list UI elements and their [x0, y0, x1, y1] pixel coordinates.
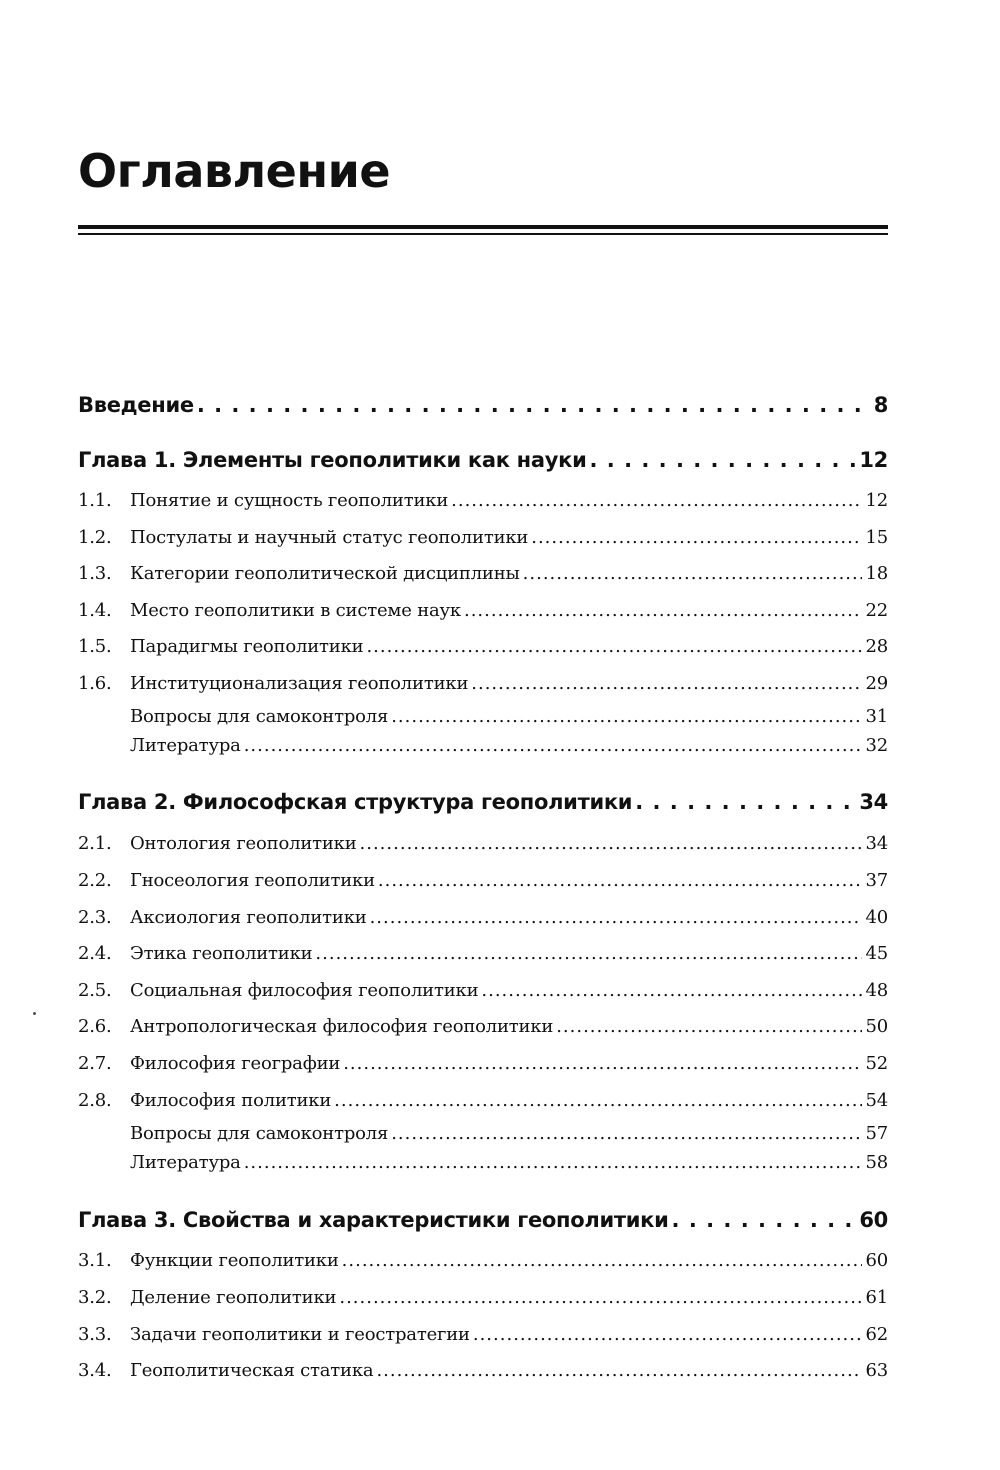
toc-section-number: 1.5. — [78, 636, 112, 657]
toc-entry-label: Введение — [78, 393, 194, 417]
page-title: Оглавление — [78, 144, 391, 198]
toc-page-number: 28 — [865, 636, 888, 657]
toc-entry-label: Глава 2. Философская структура геополитики — [78, 790, 633, 814]
toc-entry-label: Литература — [130, 735, 241, 756]
toc-entry-label: Философия географии — [130, 1053, 341, 1074]
toc-section-entry — [78, 943, 888, 964]
dot-leader — [315, 943, 862, 964]
toc-entry-label: Глава 1. Элементы геополитики как науки — [78, 448, 587, 472]
toc-page-number: 37 — [865, 870, 888, 891]
toc-page-number: 57 — [865, 1123, 888, 1144]
toc-section-entry — [78, 1016, 888, 1037]
dot-leader — [473, 1324, 863, 1345]
toc-page-number: 50 — [865, 1016, 888, 1037]
toc-page-number: 15 — [865, 527, 888, 548]
dot-leader — [339, 1287, 862, 1308]
toc-section-number: 2.2. — [78, 870, 112, 891]
toc-entry-label: Антропологическая философия геополитики — [130, 1016, 554, 1037]
dot-leader — [451, 490, 862, 511]
dot-leader — [531, 527, 862, 548]
toc-section-entry — [78, 673, 888, 694]
toc-section-number: 2.8. — [78, 1090, 112, 1111]
toc-section-entry — [78, 1152, 888, 1173]
toc-entry-label: Институционализация геополитики — [130, 673, 469, 694]
toc-section-number: 2.1. — [78, 833, 112, 854]
dot-leader — [471, 673, 862, 694]
toc-section-number: 1.4. — [78, 600, 112, 621]
toc-entry-label: Парадигмы геополитики — [130, 636, 364, 657]
dot-leader — [343, 1053, 862, 1074]
title-rule-thick — [78, 225, 888, 229]
toc-entry-label: Место геополитики в системе наук — [130, 600, 461, 621]
toc-section-entry — [78, 600, 888, 621]
toc-section-entry — [78, 907, 888, 928]
toc-entry-label: Этика геополитики — [130, 943, 313, 964]
dot-leader — [197, 393, 871, 417]
dot-leader — [378, 870, 863, 891]
toc-chapter-entry — [78, 790, 888, 814]
dot-leader — [481, 980, 862, 1001]
toc-page-number: 18 — [865, 563, 888, 584]
toc-page-number: 52 — [865, 1053, 888, 1074]
dot-leader — [342, 1250, 863, 1271]
toc-chapter-entry — [78, 393, 888, 417]
toc-entry-label: Деление геополитики — [130, 1287, 337, 1308]
toc-section-entry — [78, 563, 888, 584]
dot-leader — [244, 735, 863, 756]
toc-section-entry — [78, 490, 888, 511]
toc-section-number: 1.6. — [78, 673, 112, 694]
toc-section-entry — [78, 527, 888, 548]
toc-entry-label: Вопросы для самоконтроля — [130, 706, 389, 727]
toc-section-entry — [78, 980, 888, 1001]
dot-leader — [556, 1016, 862, 1037]
toc-page-number: 29 — [865, 673, 888, 694]
toc-page-number: 62 — [865, 1324, 888, 1345]
dot-leader — [464, 600, 863, 621]
toc-section-number: 3.4. — [78, 1360, 112, 1381]
toc-page-number: 63 — [865, 1360, 888, 1381]
toc-page-number: 48 — [865, 980, 888, 1001]
dot-leader — [376, 1360, 862, 1381]
toc-page-number: 58 — [865, 1152, 888, 1173]
toc-section-entry — [78, 870, 888, 891]
toc-section-number: 3.1. — [78, 1250, 112, 1271]
toc-page-number: 32 — [865, 735, 888, 756]
toc-section-entry — [78, 1287, 888, 1308]
toc-entry-label: Геополитическая статика — [130, 1360, 374, 1381]
toc-section-number: 2.4. — [78, 943, 112, 964]
toc-section-number: 2.5. — [78, 980, 112, 1001]
toc-page-number: 61 — [865, 1287, 888, 1308]
toc-entry-label: Глава 3. Свойства и характеристики геополитики — [78, 1208, 669, 1232]
dot-leader — [391, 1123, 862, 1144]
toc-page-number: 60 — [859, 1208, 888, 1232]
toc-section-number: 3.2. — [78, 1287, 112, 1308]
toc-page-number: 54 — [865, 1090, 888, 1111]
dot-leader — [370, 907, 863, 928]
dot-leader — [244, 1152, 863, 1173]
toc-section-entry — [78, 1250, 888, 1271]
toc-page-number: 22 — [865, 600, 888, 621]
dot-leader — [334, 1090, 862, 1111]
toc-chapter-entry — [78, 1208, 888, 1232]
dot-leader — [635, 790, 856, 814]
toc-page-number: 34 — [859, 790, 888, 814]
toc-section-entry — [78, 636, 888, 657]
toc-entry-label: Функции геополитики — [130, 1250, 339, 1271]
toc-entry-label: Понятие и сущность геополитики — [130, 490, 449, 511]
toc-section-number: 3.3. — [78, 1324, 112, 1345]
toc-section-entry — [78, 833, 888, 854]
dot-leader — [360, 833, 863, 854]
toc-page-number: 8 — [873, 393, 888, 417]
toc-section-number: 1.3. — [78, 563, 112, 584]
toc-entry-label: Онтология геополитики — [130, 833, 357, 854]
toc-section-entry — [78, 1053, 888, 1074]
toc-section-number: 1.1. — [78, 490, 112, 511]
toc-page-number: 12 — [865, 490, 888, 511]
toc-page-number: 45 — [865, 943, 888, 964]
toc-entry-label: Гносеология геополитики — [130, 870, 375, 891]
toc-section-entry — [78, 1324, 888, 1345]
toc-entry-label: Литература — [130, 1152, 241, 1173]
toc-page-number: 40 — [865, 907, 888, 928]
dot-leader — [590, 448, 857, 472]
dot-leader — [523, 563, 863, 584]
toc-page-number: 34 — [865, 833, 888, 854]
toc-entry-label: Аксиология геополитики — [130, 907, 367, 928]
toc-section-number: 1.2. — [78, 527, 112, 548]
toc-entry-label: Вопросы для самоконтроля — [130, 1123, 389, 1144]
toc-section-number: 2.3. — [78, 907, 112, 928]
toc-page-number: 12 — [859, 448, 888, 472]
toc-section-entry — [78, 1123, 888, 1144]
dot-leader — [672, 1208, 857, 1232]
toc-entry-label: Постулаты и научный статус геополитики — [130, 527, 529, 548]
toc-section-entry — [78, 735, 888, 756]
toc-section-entry — [78, 706, 888, 727]
toc-page-number: 31 — [865, 706, 888, 727]
dot-leader — [366, 636, 862, 657]
toc-chapter-entry — [78, 448, 888, 472]
dot-leader — [391, 706, 862, 727]
toc-entry-label: Философия политики — [130, 1090, 332, 1111]
toc-entry-label: Социальная философия геополитики — [130, 980, 479, 1001]
toc-section-number: 2.6. — [78, 1016, 112, 1037]
toc-section-entry — [78, 1090, 888, 1111]
toc-entry-label: Категории геополитической дисциплины — [130, 563, 520, 584]
toc-entry-label: Задачи геополитики и геостратегии — [130, 1324, 470, 1345]
title-rule-thin — [78, 233, 888, 235]
print-speck — [33, 1012, 36, 1015]
toc-section-entry — [78, 1360, 888, 1381]
toc-section-number: 2.7. — [78, 1053, 112, 1074]
toc-page-number: 60 — [865, 1250, 888, 1271]
